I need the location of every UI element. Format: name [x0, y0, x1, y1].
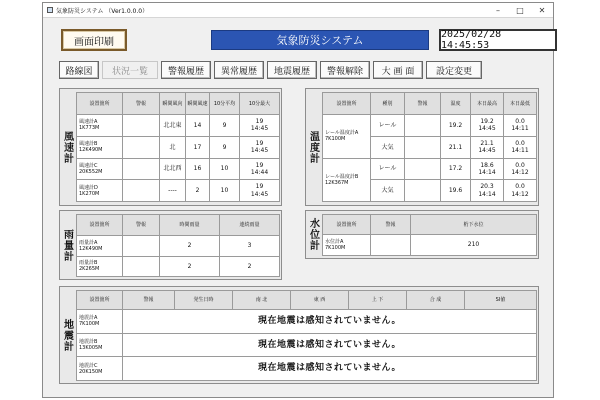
quake-panel-title: 地震計	[61, 318, 73, 352]
temp-today-high: 18.6 14:14	[471, 158, 504, 180]
quake-table	[76, 290, 537, 381]
nav-button-1: 状況一覧	[102, 61, 158, 79]
nav-button-7[interactable]: 設定変更	[426, 61, 482, 79]
wind-location: 風速計D 1K270M	[77, 180, 123, 202]
rain-location: 雨量計B 2K265M	[77, 256, 123, 277]
wind-header: 10分平均	[210, 93, 240, 115]
rain-row	[77, 236, 280, 257]
rain-location: 雨量計A 12K490M	[77, 236, 123, 257]
rain-row	[77, 256, 280, 277]
nav-button-5[interactable]: 警報解除	[320, 61, 370, 79]
quake-header: 上 下	[349, 291, 407, 310]
nav-button-2[interactable]: 警報履歴	[161, 61, 211, 79]
wind-row	[77, 115, 280, 137]
rain-header: 時間雨量	[160, 215, 220, 236]
rain-continuous: 3	[220, 236, 280, 257]
quake-location: 地震計A 7K100M	[77, 310, 123, 334]
wind-10min-max: 19 14:44	[240, 158, 280, 180]
temp-today-high: 20.3 14:14	[471, 180, 504, 202]
wind-location: 風速計A 1K773M	[77, 115, 123, 137]
quake-status-message: 現在地震は感知されていません。	[123, 310, 537, 334]
water-panel-title: 水位計	[307, 218, 319, 251]
water-level: 210	[411, 235, 537, 256]
app-title: 気象防災システム	[211, 30, 429, 50]
quake-location: 地震計C 20K150M	[77, 357, 123, 381]
wind-instant-speed: 2	[186, 180, 210, 202]
nav-bar	[59, 61, 541, 79]
rain-continuous: 2	[220, 256, 280, 277]
wind-alarm	[123, 136, 160, 158]
temp-table	[322, 92, 537, 202]
temp-panel-title: 温度計	[307, 130, 319, 164]
quake-header: 合 成	[407, 291, 465, 310]
rain-alarm	[123, 256, 160, 277]
quake-header: 警報	[123, 291, 175, 310]
app-window	[42, 2, 554, 398]
temp-today-low: 0.0 14:12	[504, 180, 537, 202]
rain-panel	[59, 210, 282, 280]
quake-header: SI値	[465, 291, 537, 310]
temp-value: 17.2	[441, 158, 471, 180]
quake-status-message: 現在地震は感知されていません。	[123, 357, 537, 381]
wind-direction: 北北西	[160, 158, 186, 180]
temp-today-high: 19.2 14:45	[471, 115, 504, 137]
wind-10min-avg: 9	[210, 115, 240, 137]
water-header: 桁下水位	[411, 215, 537, 235]
wind-row	[77, 158, 280, 180]
rain-hourly: 2	[160, 236, 220, 257]
temp-today-low: 0.0 14:12	[504, 158, 537, 180]
temp-type: 大気	[371, 180, 405, 202]
window-title: 気象防災システム （Ver1.0.0.0）	[56, 7, 149, 15]
temp-alarm	[405, 158, 441, 180]
wind-10min-max: 19 14:45	[240, 115, 280, 137]
temp-alarm	[405, 136, 441, 158]
temp-alarm	[405, 115, 441, 137]
quake-header: 南 北	[233, 291, 291, 310]
rain-header: 警報	[123, 215, 160, 236]
temp-header: 種別	[371, 93, 405, 115]
quake-header: 発生日時	[175, 291, 233, 310]
quake-header: 東 西	[291, 291, 349, 310]
water-alarm	[371, 235, 411, 256]
wind-instant-speed: 17	[186, 136, 210, 158]
clock-display: 2025/02/28 14:45:53	[439, 29, 557, 51]
wind-header: 瞬間風速	[186, 93, 210, 115]
water-header: 設置箇所	[323, 215, 371, 235]
wind-header: 警報	[123, 93, 160, 115]
wind-direction: 北	[160, 136, 186, 158]
nav-button-3[interactable]: 異常履歴	[214, 61, 264, 79]
nav-button-0[interactable]: 路線図	[59, 61, 99, 79]
temp-header: 温度	[441, 93, 471, 115]
temp-value: 21.1	[441, 136, 471, 158]
wind-table	[76, 92, 280, 202]
rain-panel-title: 雨量計	[61, 228, 73, 262]
temp-header: 本日最高	[471, 93, 504, 115]
wind-10min-avg: 9	[210, 136, 240, 158]
wind-10min-avg: 10	[210, 158, 240, 180]
wind-direction: 北北東	[160, 115, 186, 137]
temp-location: レール温度計A 7K100M	[323, 115, 371, 159]
water-panel	[305, 210, 539, 259]
temp-today-high: 21.1 14:45	[471, 136, 504, 158]
quake-row	[77, 357, 537, 381]
temp-alarm	[405, 180, 441, 202]
wind-header: 設置箇所	[77, 93, 123, 115]
wind-header: 瞬間風向	[160, 93, 186, 115]
temp-type: レール	[371, 115, 405, 137]
rain-alarm	[123, 236, 160, 257]
temp-header: 設置箇所	[323, 93, 371, 115]
wind-alarm	[123, 180, 160, 202]
wind-location: 風速計C 20K552M	[77, 158, 123, 180]
title-bar	[43, 3, 553, 18]
temp-type: レール	[371, 158, 405, 180]
temp-type: 大気	[371, 136, 405, 158]
maximize-button[interactable]: □	[516, 5, 524, 15]
wind-10min-max: 19 14:45	[240, 136, 280, 158]
temp-row	[323, 158, 537, 180]
quake-location: 地震計B 13K005M	[77, 333, 123, 357]
water-header: 警報	[371, 215, 411, 235]
rain-header: 設置箇所	[77, 215, 123, 236]
rain-header: 連続雨量	[220, 215, 280, 236]
quake-status-message: 現在地震は感知されていません。	[123, 333, 537, 357]
temp-panel	[305, 88, 539, 206]
wind-10min-avg: 10	[210, 180, 240, 202]
quake-panel	[59, 286, 539, 384]
temp-header: 警報	[405, 93, 441, 115]
temp-value: 19.2	[441, 115, 471, 137]
temp-row	[323, 115, 537, 137]
wind-instant-speed: 14	[186, 115, 210, 137]
wind-location: 風速計B 12K490M	[77, 136, 123, 158]
temp-value: 19.6	[441, 180, 471, 202]
wind-alarm	[123, 158, 160, 180]
wind-instant-speed: 16	[186, 158, 210, 180]
wind-row	[77, 136, 280, 158]
header-bar	[61, 29, 539, 53]
water-row	[323, 235, 537, 256]
wind-header: 10分最大	[240, 93, 280, 115]
quake-header: 設置箇所	[77, 291, 123, 310]
app-icon	[47, 7, 53, 13]
wind-panel-title: 風速計	[61, 130, 73, 164]
wind-alarm	[123, 115, 160, 137]
rain-hourly: 2	[160, 256, 220, 277]
water-table	[322, 214, 537, 256]
temp-header: 本日最低	[504, 93, 537, 115]
wind-panel	[59, 88, 282, 206]
nav-button-6[interactable]: 大 画 面	[373, 61, 423, 79]
quake-row	[77, 310, 537, 334]
close-button[interactable]: ✕	[538, 5, 546, 15]
temp-today-low: 0.0 14:11	[504, 136, 537, 158]
nav-button-4[interactable]: 地震履歴	[267, 61, 317, 79]
wind-row	[77, 180, 280, 202]
temp-today-low: 0.0 14:11	[504, 115, 537, 137]
minimize-button[interactable]: –	[496, 5, 500, 15]
temp-location: レール温度計B 12K367M	[323, 158, 371, 202]
rain-table	[76, 214, 280, 277]
water-location: 水位計A 7K100M	[323, 235, 371, 256]
print-screen-button[interactable]: 画面印刷	[61, 29, 127, 51]
wind-10min-max: 19 14:45	[240, 180, 280, 202]
wind-direction: ----	[160, 180, 186, 202]
quake-row	[77, 333, 537, 357]
